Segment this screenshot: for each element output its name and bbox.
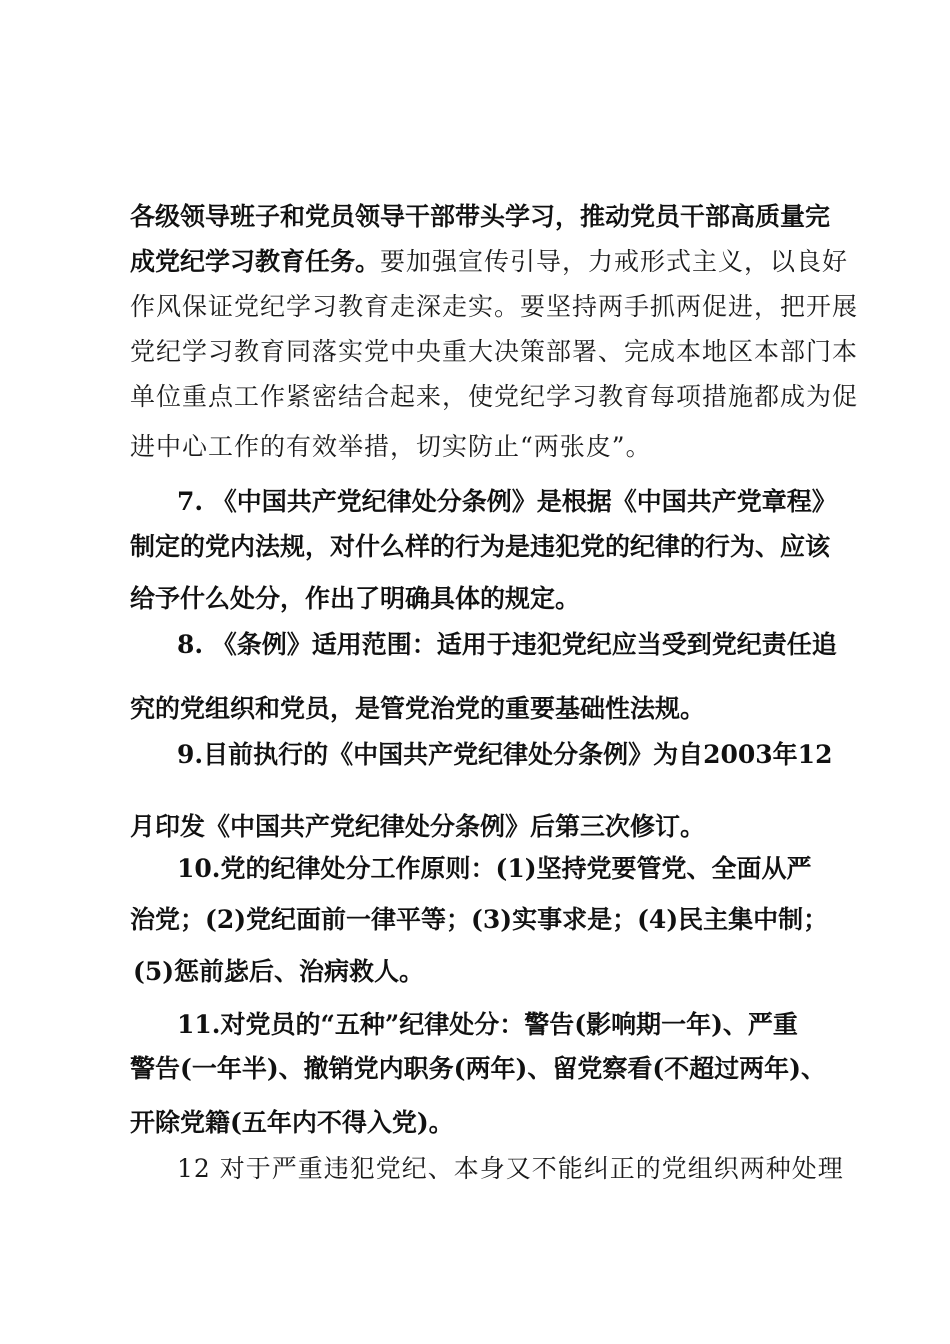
text-segment: 要加强宣传引导，力戒形式主义，以良好 xyxy=(380,247,849,276)
text-line xyxy=(177,628,837,662)
text-segment: 10.党的纪律处分工作原则：(1)坚持党要管党、全面从严 xyxy=(177,854,812,883)
text-segment: 治党；(2)党纪面前一律平等；(3)实事求是；(4)民主集中制； xyxy=(130,905,829,934)
text-line xyxy=(177,738,832,772)
text-line xyxy=(130,810,705,844)
text-line xyxy=(177,1008,798,1042)
text-segment: 党纪学习教育同落实党中央重大决策部署、完成本地区本部门本 xyxy=(130,337,859,366)
text-line xyxy=(177,1152,844,1186)
text-line xyxy=(177,485,837,519)
text-segment: 警告(一年半)、撤销党内职务(两年)、留党察看(不超过两年)、 xyxy=(130,1054,826,1083)
text-line xyxy=(130,335,858,369)
text-segment: 9.目前执行的《中国共产党纪律处分条例》为自2003年12 xyxy=(177,740,833,769)
text-segment: 制定的党内法规，对什么样的行为是违犯党的纪律的行为、应该 xyxy=(130,532,831,561)
text-segment: 给予什么处分，作出了明确具体的规定。 xyxy=(130,584,581,613)
text-line xyxy=(130,380,858,414)
text-line xyxy=(130,582,580,616)
text-segment: 7. 《中国共产党纪律处分条例》是根据《中国共产党章程》 xyxy=(177,487,837,516)
text-line xyxy=(177,852,812,886)
text-line xyxy=(130,1052,826,1086)
text-line xyxy=(130,1106,454,1140)
text-line xyxy=(130,245,848,279)
text-line xyxy=(133,955,424,989)
text-line xyxy=(130,530,830,564)
text-line xyxy=(130,430,652,464)
text-segment: (5)惩前毖后、治病救人。 xyxy=(133,957,425,986)
text-line xyxy=(130,200,830,234)
text-segment: 11.对党员的“五种”纪律处分：警告(影响期一年)、严重 xyxy=(177,1010,798,1039)
text-line xyxy=(130,290,858,324)
text-segment: 8. 《条例》适用范围：适用于违犯党纪应当受到党纪责任追 xyxy=(177,630,837,659)
text-segment: 开除党籍(五年内不得入党)。 xyxy=(130,1108,454,1137)
text-segment: 进中心工作的有效举措，切实防止“两张皮”。 xyxy=(130,432,652,461)
text-segment: 单位重点工作紧密结合起来，使党纪学习教育每项措施都成为促 xyxy=(130,382,859,411)
text-segment: 成党纪学习教育任务。 xyxy=(130,247,381,276)
text-line xyxy=(130,903,828,937)
text-segment: 月印发《中国共产党纪律处分条例》后第三次修订。 xyxy=(130,812,706,841)
text-line xyxy=(130,692,705,726)
text-segment: 各级领导班子和党员领导干部带头学习，推动党员干部高质量完 xyxy=(130,202,831,231)
text-segment: 12 对于严重违犯党纪、本身又不能纠正的党组织两种处理 xyxy=(177,1154,844,1183)
text-segment: 作风保证党纪学习教育走深走实。要坚持两手抓两促进，把开展 xyxy=(130,292,859,321)
text-segment: 究的党组织和党员，是管党治党的重要基础性法规。 xyxy=(130,694,706,723)
